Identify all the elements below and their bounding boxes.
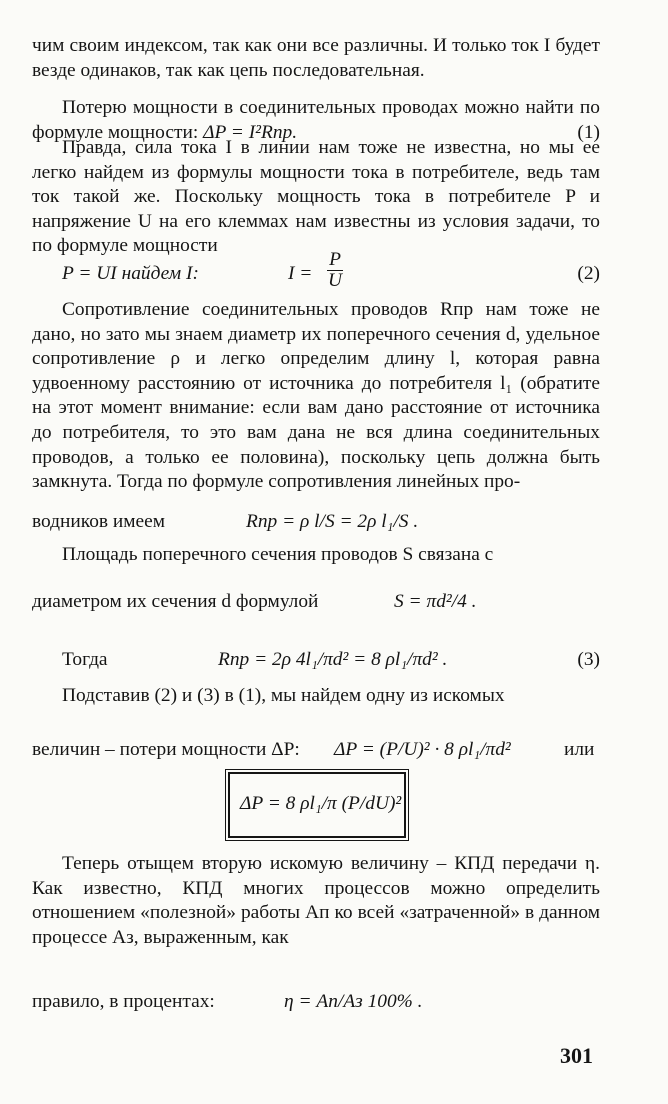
efficiency-formula-line (32, 982, 600, 1022)
equation-2-number: (2) (577, 263, 600, 284)
equation-3-number: (3) (577, 649, 600, 670)
paragraph-area: Площадь поперечного сечения проводов S связана с (62, 544, 494, 565)
substitution-or: или (564, 739, 595, 760)
substitution-formula-line (32, 734, 600, 774)
then-label: Тогда (62, 649, 108, 670)
resistance-lead: водников имеем (32, 511, 166, 532)
resistance-formula: Rпр = ρ l/S = 2ρ l₁/S . (246, 511, 419, 532)
area-lead: диаметром их сечения d формулой (32, 591, 319, 612)
area-formula-line (32, 584, 600, 624)
boxed-formula: ΔP = 8 ρl₁/π (P/dU)² (240, 793, 402, 814)
efficiency-formula: η = Aп/Aз 100% . (284, 991, 423, 1012)
paragraph-substitution: Подставив (2) и (3) в (1), мы найдем одну из искомых (62, 685, 505, 706)
equation-3: Rпр = 2ρ 4l₁/πd² = 8 ρl₁/πd² . (218, 649, 448, 670)
equation-2-lhs: I = (288, 263, 313, 284)
page-number: 301 (560, 1043, 593, 1068)
paragraph-current: Правда, сила тока I в линии нам тоже не известна, но мы ее легко найдем из формулы мощности тока в потребителе, ведь там ток такой же. Поскольку мощность тока в потребителе P и напряжение U на его клеммах нам известны из условия задачи, то по формуле мощности (32, 137, 600, 257)
substitution-formula: ΔP = (P/U)² · 8 ρl₁/πd² (334, 739, 511, 760)
equation-2-fraction: P U (328, 249, 343, 291)
equation-3-line (32, 642, 600, 682)
equation-2-line (32, 249, 600, 296)
equation-1-number: (1) (577, 121, 600, 143)
paragraph-power-loss: Потерю мощности в соединительных проводах можно найти по формуле мощности: ΔP = I²Rпр. (1) (32, 96, 600, 145)
equation-1: ΔP = I²Rпр. (203, 121, 298, 143)
substitution-lead: величин – потери мощности ΔP: (32, 739, 300, 760)
paragraph-efficiency: Теперь отыщем вторую искомую величину – КПД передачи η. Как известно, КПД многих процессов можно определить отношением «полезной» работы Aп ко всей «затраченной» в данном процессе Aз, выраженным, как (32, 853, 600, 948)
equation-2-lead: P = UI найдем I: (62, 263, 199, 284)
efficiency-lead: правило, в процентах: (32, 991, 215, 1012)
paragraph-resistance: Сопротивление соединительных проводов Rпр нам тоже не дано, но зато мы знаем диаметр их поперечного сечения d, удельное сопротивление ρ и легко определим длину l, которая равна удвоенному расстоянию от источника до потребителя l₁ (обратите на этот момент внимание: если вам дано расстояние от источника до потребителя, то это вам дана не вся длина соединительных проводов, а только ее половина), поскольку цепь должна быть замкнута. Тогда по формуле сопротивления линейных про- (32, 299, 600, 493)
resistance-formula-line (32, 502, 600, 542)
boxed-result (228, 772, 406, 838)
area-formula: S = πd²/4 . (394, 591, 477, 612)
paragraph-continuation: чим своим индексом, так как они все различны. И только ток I будет везде одинаков, так как цепь последовательная. (32, 35, 600, 81)
